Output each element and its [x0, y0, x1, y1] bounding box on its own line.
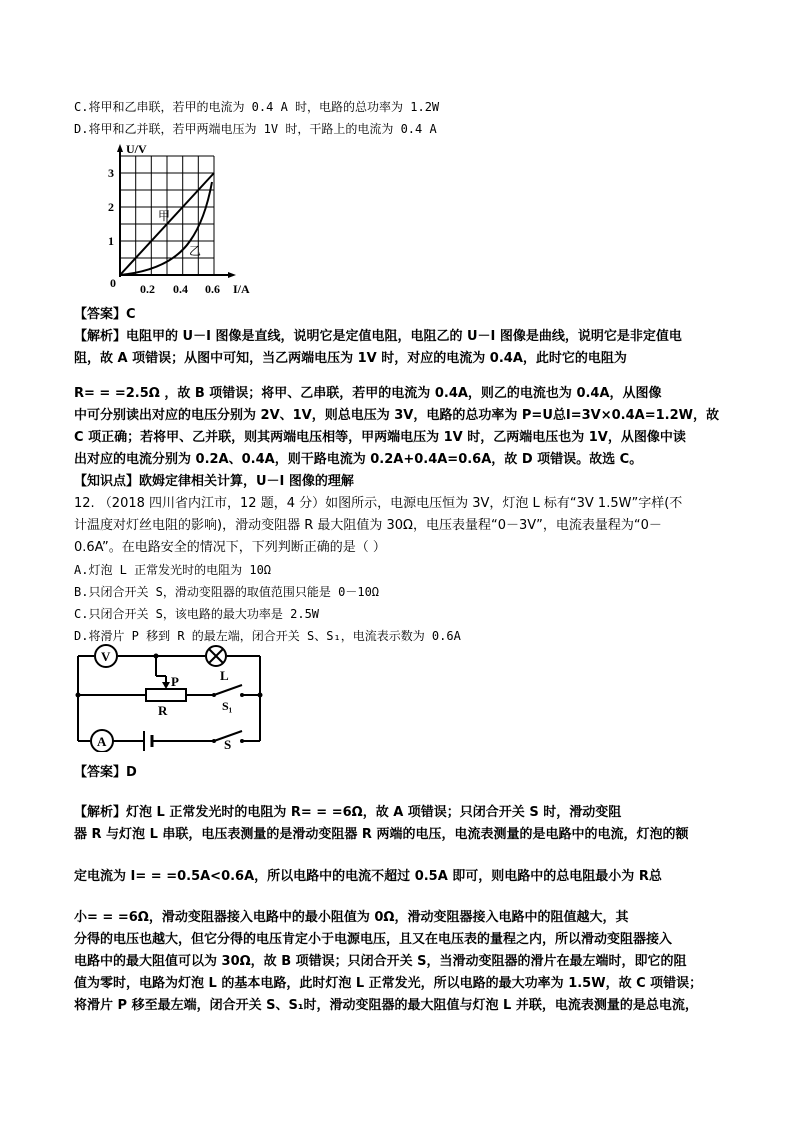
- y-tick-2: 2: [108, 200, 114, 214]
- voltmeter-label: V: [101, 649, 111, 664]
- q12-analysis-line-6: 电路中的最大阻值可以为 30Ω，故 B 项错误；只闭合开关 S，当滑动变阻器的滑片在最左端时，即它的阻: [74, 954, 687, 969]
- q12-option-b: B.只闭合开关 S，滑动变阻器的取值范围只能是 0－10Ω: [74, 585, 380, 599]
- q12-stem-line-1: 12. （2018 四川省内江市，12 题，4 分）如图所示，电源电压恒为 3V，灯泡 L 标有“3V 1.5W”字样(不: [74, 496, 683, 511]
- q11-analysis-line-2: 阻，故 A 项错误；从图中可知，当乙两端电压为 1V 时，对应的电流为 0.4A，此时它的电阻为: [74, 351, 627, 366]
- q12-answer: 【答案】D: [74, 765, 137, 780]
- origin-label: 0: [110, 276, 116, 290]
- slider-label: P: [171, 674, 179, 689]
- q11-option-c: C.将甲和乙串联，若甲的电流为 0.4 A 时，电路的总功率为 1.2W: [74, 100, 440, 114]
- q11-analysis-line-3: R= = =2.5Ω ，故 B 项错误；将甲、乙串联，若甲的电流为 0.4A，则乙的电流也为 0.4A，从图像: [74, 386, 662, 401]
- q12-analysis-line-2: 器 R 与灯泡 L 串联，电压表测量的是滑动变阻器 R 两端的电压，电流表测量的是电路中的电流，灯泡的额: [74, 827, 689, 842]
- q12-option-c: C.只闭合开关 S，该电路的最大功率是 2.5W: [74, 607, 320, 621]
- q12-stem-line-3: 0.6A”。在电路安全的情况下，下列判断正确的是（ ）: [74, 540, 386, 555]
- q11-answer: 【答案】C: [74, 307, 136, 322]
- q11-option-d: D.将甲和乙并联，若甲两端电压为 1V 时，干路上的电流为 0.4 A: [74, 122, 437, 136]
- x-tick-0-2: 0.2: [140, 282, 155, 296]
- q12-option-d: D.将滑片 P 移到 R 的最左端，闭合开关 S、S₁，电流表示数为 0.6A: [74, 629, 461, 643]
- q11-analysis-line-5: C 项正确；若将甲、乙并联，则其两端电压相等，甲两端电压为 1V 时，乙两端电压也为 1V，从图像中读: [74, 430, 686, 445]
- circuit-diagram: [70, 644, 270, 752]
- q12-analysis-line-7: 值为零时，电路为灯泡 L 的基本电路，此时灯泡 L 正常发光，所以电路的最大功率为 1.5W，故 C 项错误；: [74, 976, 703, 991]
- q12-analysis-line-3: 定电流为 I= = =0.5A<0.6A，所以电路中的电流不超过 0.5A 即可，则电路中的总电阻最小为 R总: [74, 869, 662, 884]
- switch-s1-label: S₁: [222, 699, 233, 713]
- y-tick-1: 1: [108, 234, 114, 248]
- resistor-label: R: [158, 703, 168, 718]
- curve-jia-label: 甲: [158, 209, 171, 223]
- q12-analysis-line-5: 分得的电压也越大，但它分得的电压肯定小于电源电压，且又在电压表的量程之内，所以滑动变阻器接入: [74, 932, 673, 947]
- q11-analysis-line-4: 中可分别读出对应的电压分别为 2V、1V，则总电压为 3V，电路的总功率为 P=U总I=3V×0.4A=1.2W，故: [74, 408, 719, 423]
- q12-analysis-line-8: 将滑片 P 移至最左端，闭合开关 S、S₁时，滑动变阻器的最大阻值与灯泡 L 并联，电流表测量的是总电流，: [74, 998, 698, 1013]
- q12-option-a: A.灯泡 L 正常发光时的电阻为 10Ω: [74, 563, 272, 577]
- y-axis-label: U/V: [126, 142, 147, 156]
- switch-s-label: S: [224, 737, 232, 752]
- rheostat-icon: [146, 689, 186, 701]
- q12-stem-line-2: 计温度对灯丝电阻的影响)，滑动变阻器 R 最大阻值为 30Ω，电压表量程“0－3V”，电流表量程为“0－: [74, 518, 662, 533]
- curve-yi-label: 乙: [189, 244, 202, 258]
- ammeter-label: A: [97, 734, 107, 749]
- x-tick-0-4: 0.4: [173, 282, 188, 296]
- q11-knowledge-point: 【知识点】欧姆定律相关计算，U－I 图像的理解: [74, 474, 354, 489]
- q11-analysis-line-1: 【解析】电阻甲的 U－I 图像是直线，说明它是定值电阻，电阻乙的 U－I 图像是曲线，说明它是非定值电: [74, 329, 682, 344]
- x-tick-0-6: 0.6: [205, 282, 220, 296]
- ui-graph: [100, 142, 260, 300]
- x-axis-label: I/A: [233, 282, 250, 296]
- q12-analysis-line-4: 小= = =6Ω，滑动变阻器接入电路中的最小阻值为 0Ω，滑动变阻器接入电路中的阻值越大，其: [74, 910, 629, 925]
- switch-s1-icon: [214, 685, 242, 695]
- y-tick-3: 3: [108, 166, 114, 180]
- q11-analysis-line-6: 出对应的电流分别为 0.2A、0.4A，则干路电流为 0.2A+0.4A=0.6A，故 D 项错误。故选 C。: [74, 452, 643, 467]
- q12-analysis-line-1: 【解析】灯泡 L 正常发光时的电阻为 R= = =6Ω，故 A 项错误；只闭合开关 S 时，滑动变阻: [74, 805, 622, 820]
- lamp-label: L: [220, 668, 229, 683]
